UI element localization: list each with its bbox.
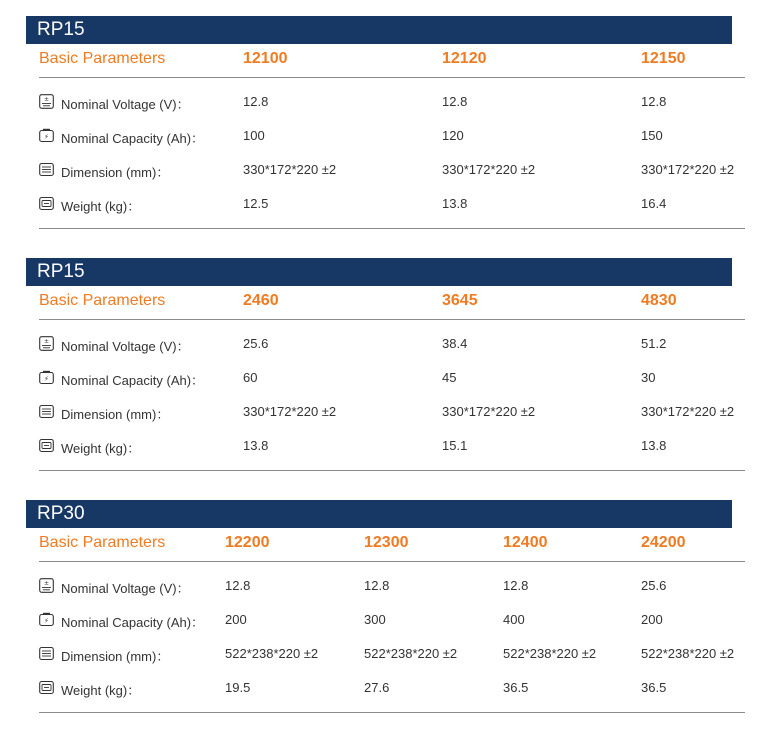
cell-value: 30	[641, 370, 656, 385]
cell-value: 200	[225, 612, 247, 627]
row-label: Weight (kg)：	[61, 199, 141, 214]
cell-value: 12.8	[225, 578, 251, 593]
cell-value: 522*238*220 ±2	[641, 646, 735, 661]
weight-icon	[39, 680, 54, 695]
cell-value: 522*238*220 ±2	[503, 646, 597, 661]
row-label: Nominal Capacity (Ah)：	[61, 615, 205, 630]
cell-value: 12.8	[442, 94, 468, 109]
section-title: RP15	[26, 258, 732, 286]
cell-value: 120	[442, 128, 464, 143]
cell-value: 13.8	[641, 438, 667, 453]
model-header: 4830	[641, 292, 677, 309]
cell-value: 12.8	[243, 94, 269, 109]
row-label: Nominal Voltage (V)：	[61, 97, 190, 112]
cell-value: 25.6	[641, 578, 667, 593]
battery-icon	[39, 128, 54, 143]
battery-icon	[39, 370, 54, 385]
model-header: 24200	[641, 534, 686, 551]
svg-text:⚡: ⚡	[44, 375, 49, 383]
row-label: Nominal Voltage (V)：	[61, 339, 190, 354]
table-row	[39, 436, 745, 458]
cell-value: 16.4	[641, 196, 667, 211]
divider	[39, 77, 745, 78]
table-row	[39, 576, 745, 598]
cell-value: 200	[641, 612, 663, 627]
svg-text:⚡: ⚡	[44, 133, 49, 141]
cell-value: 13.8	[243, 438, 269, 453]
dimension-icon	[39, 646, 54, 661]
row-label: Nominal Voltage (V)：	[61, 581, 190, 596]
cell-value: 45	[442, 370, 457, 385]
table-row	[39, 92, 745, 114]
cell-value: 19.5	[225, 680, 251, 695]
parameters-header	[39, 44, 745, 74]
table-row	[39, 678, 745, 700]
cell-value: 300	[364, 612, 386, 627]
model-header: 12150	[641, 50, 686, 67]
table-row	[39, 194, 745, 216]
table-row	[39, 644, 745, 666]
divider	[39, 319, 745, 320]
row-label: Weight (kg)：	[61, 683, 141, 698]
cell-value: 12.8	[641, 94, 667, 109]
cell-value: 100	[243, 128, 265, 143]
voltage-icon	[39, 578, 54, 593]
row-label: Dimension (mm)：	[61, 165, 170, 180]
row-label: Weight (kg)：	[61, 441, 141, 456]
dimension-icon	[39, 162, 54, 177]
weight-icon	[39, 438, 54, 453]
cell-value: 13.8	[442, 196, 468, 211]
cell-value: 330*172*220 ±2	[243, 162, 337, 177]
table-row	[39, 368, 745, 390]
cell-value: 330*172*220 ±2	[641, 404, 735, 419]
cell-value: 330*172*220 ±2	[442, 162, 536, 177]
cell-value: 38.4	[442, 336, 468, 351]
table-row	[39, 334, 745, 356]
basic-parameters-label: Basic Parameters	[39, 534, 166, 551]
cell-value: 330*172*220 ±2	[641, 162, 735, 177]
row-label: Nominal Capacity (Ah)：	[61, 373, 205, 388]
svg-text:⚡: ⚡	[44, 617, 49, 625]
cell-value: 60	[243, 370, 258, 385]
cell-value: 27.6	[364, 680, 390, 695]
svg-text:±: ±	[43, 338, 50, 345]
svg-text:±: ±	[43, 96, 50, 103]
battery-icon	[39, 612, 54, 627]
cell-value: 36.5	[503, 680, 529, 695]
basic-parameters-label: Basic Parameters	[39, 292, 166, 309]
voltage-icon	[39, 94, 54, 109]
model-header: 12200	[225, 534, 270, 551]
table-row	[39, 160, 745, 182]
cell-value: 330*172*220 ±2	[243, 404, 337, 419]
divider	[39, 470, 745, 471]
divider	[39, 712, 745, 713]
weight-icon	[39, 196, 54, 211]
section-title: RP30	[26, 500, 732, 528]
divider	[39, 561, 745, 562]
parameters-header	[39, 528, 745, 558]
cell-value: 12.8	[364, 578, 390, 593]
cell-value: 51.2	[641, 336, 667, 351]
dimension-icon	[39, 404, 54, 419]
model-header: 12400	[503, 534, 548, 551]
section-title: RP15	[26, 16, 732, 44]
model-header: 3645	[442, 292, 478, 309]
row-label: Dimension (mm)：	[61, 407, 170, 422]
model-header: 2460	[243, 292, 279, 309]
cell-value: 522*238*220 ±2	[364, 646, 458, 661]
cell-value: 400	[503, 612, 525, 627]
cell-value: 150	[641, 128, 663, 143]
row-label: Dimension (mm)：	[61, 649, 170, 664]
basic-parameters-label: Basic Parameters	[39, 50, 166, 67]
svg-text:±: ±	[43, 580, 50, 587]
cell-value: 522*238*220 ±2	[225, 646, 319, 661]
model-header: 12100	[243, 50, 288, 67]
cell-value: 25.6	[243, 336, 269, 351]
table-row	[39, 402, 745, 424]
cell-value: 36.5	[641, 680, 667, 695]
model-header: 12120	[442, 50, 487, 67]
divider	[39, 228, 745, 229]
table-row	[39, 126, 745, 148]
model-header: 12300	[364, 534, 409, 551]
parameters-header	[39, 286, 745, 316]
cell-value: 12.8	[503, 578, 529, 593]
row-label: Nominal Capacity (Ah)：	[61, 131, 205, 146]
table-row	[39, 610, 745, 632]
cell-value: 330*172*220 ±2	[442, 404, 536, 419]
cell-value: 12.5	[243, 196, 269, 211]
voltage-icon	[39, 336, 54, 351]
cell-value: 15.1	[442, 438, 468, 453]
